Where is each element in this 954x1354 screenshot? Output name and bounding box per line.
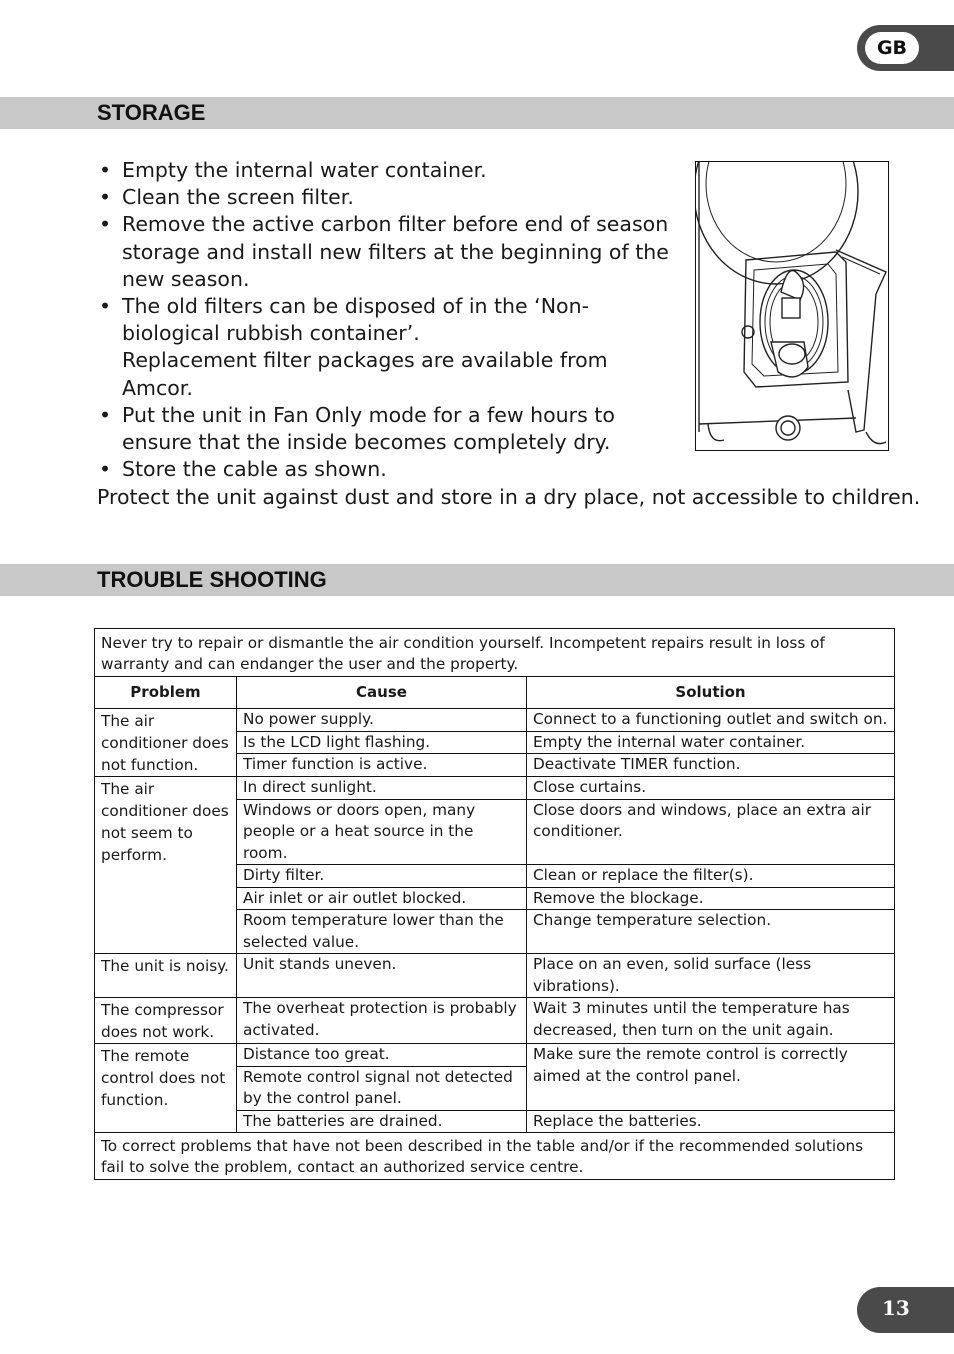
solution-cell: Place on an even, solid surface (less vibrations). (527, 954, 895, 998)
problem-cell: The remote control does not function. (95, 1044, 237, 1133)
problem-cell: The compressor does not work. (95, 998, 237, 1044)
list-item: • Clean the screen filter. (99, 185, 354, 210)
list-item: • Empty the internal water container. (99, 158, 487, 182)
solution-cell: Close curtains. (527, 777, 895, 800)
warning-note: Never try to repair or dismantle the air condition yourself. Incompetent repairs result in loss of warranty and can endanger the user and the property. (95, 629, 895, 677)
cause-cell: Timer function is active. (237, 754, 527, 777)
problem-cell: The air conditioner does not seem to perform. (95, 777, 237, 954)
trouble-header (0, 564, 954, 596)
protect-note: Protect the unit against dust and store in a dry place, not accessible to children. (97, 485, 921, 509)
problem-cell: The air conditioner does not function. (95, 709, 237, 777)
cause-cell: In direct sunlight. (237, 777, 527, 800)
table-row (95, 954, 895, 998)
table-header-row (95, 677, 895, 709)
solution-cell: Replace the batteries. (527, 1110, 895, 1133)
table-row (95, 1044, 895, 1067)
cause-cell: The batteries are drained. (237, 1110, 527, 1133)
table-row (95, 777, 895, 800)
cable-storage-illustration (695, 161, 889, 451)
cause-cell: Distance too great. (237, 1044, 527, 1067)
cause-cell: Windows or doors open, many people or a heat source in the room. (237, 799, 527, 865)
list-item: • Store the cable as shown. (99, 457, 387, 482)
language-tab (857, 25, 954, 71)
cause-cell: No power supply. (237, 709, 527, 732)
cause-header: Cause (237, 677, 527, 709)
solution-cell: Wait 3 minutes until the temperature has decreased, then turn on the unit again. (527, 998, 895, 1044)
cause-cell: Remote control signal not detected by the control panel. (237, 1066, 527, 1110)
table-row (95, 629, 895, 677)
storage-bullet-list (97, 157, 677, 483)
cause-cell: Air inlet or air outlet blocked. (237, 887, 527, 910)
list-item: • Remove the active carbon filter before end of season storage and install new filters at the beginning of the new season. (99, 212, 669, 291)
solution-cell: Change temperature selection. (527, 910, 895, 954)
page-number: 13 (882, 1296, 910, 1320)
cause-cell: Is the LCD light flashing. (237, 731, 527, 754)
solution-cell: Make sure the remote control is correctly aimed at the control panel. (527, 1044, 895, 1111)
solution-cell: Clean or replace the filter(s). (527, 865, 895, 888)
problem-cell: The unit is noisy. (95, 954, 237, 998)
service-note: To correct problems that have not been described in the table and/or if the recommended solutions fail to solve the problem, contact an authorized service centre. (95, 1133, 895, 1180)
cause-cell: Dirty filter. (237, 865, 527, 888)
table-row (95, 1133, 895, 1180)
storage-header (0, 97, 954, 129)
solution-header: Solution (527, 677, 895, 709)
storage-title: STORAGE (97, 100, 206, 125)
cause-cell: Unit stands uneven. (237, 954, 527, 998)
language-label: GB (865, 32, 919, 64)
solution-cell: Deactivate TIMER function. (527, 754, 895, 777)
cause-cell: Room temperature lower than the selected value. (237, 910, 527, 954)
page-number-tab (857, 1287, 954, 1333)
table-row (95, 998, 895, 1044)
solution-cell: Remove the blockage. (527, 887, 895, 910)
table-row (95, 709, 895, 732)
troubleshooting-table (94, 628, 895, 1180)
list-item: • Put the unit in Fan Only mode for a few hours to ensure that the inside becomes completely dry. (99, 402, 615, 455)
solution-cell: Connect to a functioning outlet and switch on. (527, 709, 895, 732)
trouble-title: TROUBLE SHOOTING (97, 567, 327, 592)
problem-header: Problem (95, 677, 237, 709)
solution-cell: Empty the internal water container. (527, 731, 895, 754)
replacement-note: Replacement filter packages are available from Amcor. (122, 348, 608, 400)
solution-cell: Close doors and windows, place an extra air conditioner. (527, 799, 895, 865)
list-item: • The old filters can be disposed of in the ‘Non-biological rubbish container’. Replacement filter packages are available from Amcor. (99, 294, 608, 400)
cause-cell: The overheat protection is probably activated. (237, 998, 527, 1044)
